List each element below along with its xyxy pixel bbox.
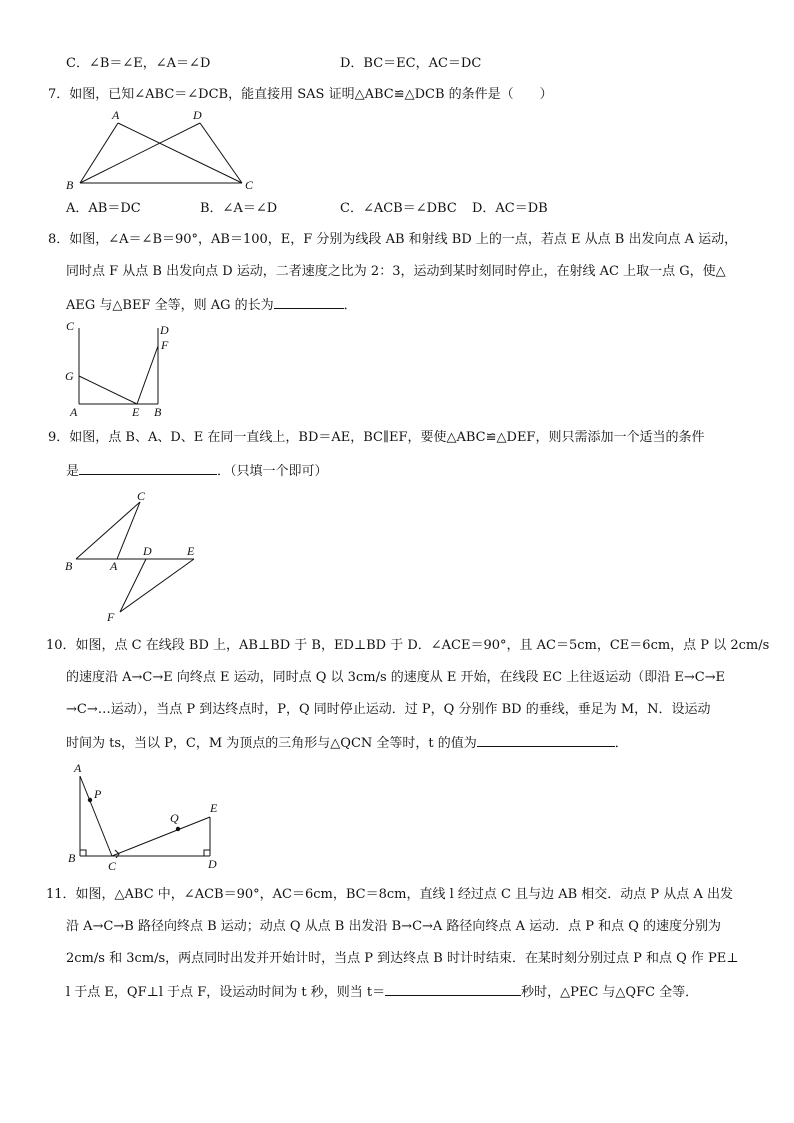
q9-label-e: E <box>187 544 195 558</box>
q9-line2-text: 是 <box>66 464 80 479</box>
q7-label-d: D <box>193 108 202 122</box>
q9-answer-blank[interactable] <box>79 462 217 475</box>
q10-answer-blank[interactable] <box>477 734 615 747</box>
q9-label-a: A <box>110 559 118 573</box>
q10-label-c: C <box>108 859 117 872</box>
q8-label-g: G <box>65 369 74 383</box>
q11-line4-text: l 于点 E，QF⊥l 于点 F，设运动时间为 t 秒，则当 t＝ <box>66 985 386 1000</box>
q7-stem: 7．如图，已知∠ABC＝∠DCB，能直接用 SAS 证明△ABC≌△DCB 的条件是（ ） <box>48 87 553 102</box>
q8-label-f: F <box>161 338 169 352</box>
q8-label-e: E <box>132 405 140 419</box>
q7-figure <box>60 106 270 192</box>
q10-line4 <box>66 734 628 752</box>
q11-line3: 2cm/s 和 3cm/s，两点同时出发并开始计时，当点 P 到达终点 B 时计时结束．在某时刻分别过点 P 和点 Q 作 PE⊥ <box>66 951 739 966</box>
q10-label-d: D <box>208 857 217 871</box>
q8-label-c: C <box>66 319 75 333</box>
q11-line4-end: 秒时，△PEC 与△QFC 全等． <box>521 985 699 1000</box>
q10-figure <box>60 758 230 872</box>
q9-figure <box>60 486 210 626</box>
q11-line4 <box>66 983 698 1001</box>
q10-label-b: B <box>68 851 76 865</box>
q10-label-e: E <box>210 801 218 815</box>
q8-label-b: B <box>154 405 162 419</box>
q10-line2: 的速度沿 A→C→E 向终点 E 运动，同时点 Q 以 3cm/s 的速度从 E 开始，在线段 EC 上往返运动（即沿 E→C→E <box>66 670 726 685</box>
q9-label-b: B <box>65 559 73 573</box>
q10-line4-end: ． <box>614 736 628 751</box>
q10-line4-text: 时间为 ts，当以 P，C，M 为顶点的三角形与△QCN 全等时，t 的值为 <box>66 736 477 751</box>
q8-line3 <box>66 296 357 314</box>
q7-option-b: B．∠A＝∠D <box>200 201 278 216</box>
q9-label-f: F <box>107 610 115 624</box>
q10-line3: →C→…运动），当点 P 到达终点时，P，Q 同时停止运动．过 P，Q 分别作 BD 的垂线，垂足为 M，N．设运动 <box>66 702 711 717</box>
q7-label-a: A <box>112 108 120 122</box>
q6-option-c: C．∠B＝∠E，∠A＝∠D <box>66 56 211 71</box>
q9-line2 <box>66 462 328 480</box>
q10-label-p: P <box>94 787 102 801</box>
q9-line2-end: ．（只填一个即可） <box>217 464 328 479</box>
q7-option-d: D．AC＝DB <box>472 201 548 216</box>
q8-label-d: D <box>160 323 169 337</box>
q8-line3-end: ． <box>343 298 357 313</box>
q7-option-c: C．∠ACB＝∠DBC <box>340 201 457 216</box>
q9-label-c: C <box>137 489 146 503</box>
q8-line2: 同时点 F 从点 B 出发向点 D 运动，二者速度之比为 2：3，运动到某时刻同时停止，在射线 AC 上取一点 G，使△ <box>66 264 726 279</box>
q9-line1: 9．如图，点 B、A、D、E 在同一直线上，BD＝AE，BC∥EF，要使△ABC≌△DEF，则只需添加一个适当的条件 <box>48 430 705 445</box>
q7-option-a: A．AB＝DC <box>66 201 141 216</box>
q10-label-q: Q <box>170 811 179 825</box>
q11-line2: 沿 A→C→B 路径向终点 B 运动；动点 Q 从点 B 出发沿 B→C→A 路径向终点 A 运动．点 P 和点 Q 的速度分别为 <box>66 919 722 934</box>
q9-label-d: D <box>143 544 152 558</box>
q10-label-a: A <box>74 761 82 775</box>
q11-line1: 11．如图，△ABC 中，∠ACB＝90°，AC＝6cm，BC＝8cm，直线 l 经过点 C 且与边 AB 相交．动点 P 从点 A 出发 <box>46 887 733 902</box>
q7-label-c: C <box>245 178 254 192</box>
q8-figure <box>60 316 180 420</box>
q8-label-a: A <box>70 405 78 419</box>
q8-line3-text: AEG 与△BEF 全等，则 AG 的长为 <box>66 298 274 313</box>
q8-answer-blank[interactable] <box>274 296 344 309</box>
q6-option-d: D．BC＝EC，AC＝DC <box>340 56 482 71</box>
q11-answer-blank[interactable] <box>385 983 521 996</box>
q7-label-b: B <box>66 178 74 192</box>
q8-line1: 8．如图，∠A＝∠B＝90°，AB＝100，E，F 分别为线段 AB 和射线 BD 上的一点，若点 E 从点 B 出发向点 A 运动， <box>48 232 738 247</box>
q10-line1: 10．如图，点 C 在线段 BD 上，AB⊥BD 于 B，ED⊥BD 于 D．∠ACE＝90°，且 AC＝5cm，CE＝6cm，点 P 以 2cm/s <box>46 638 770 653</box>
